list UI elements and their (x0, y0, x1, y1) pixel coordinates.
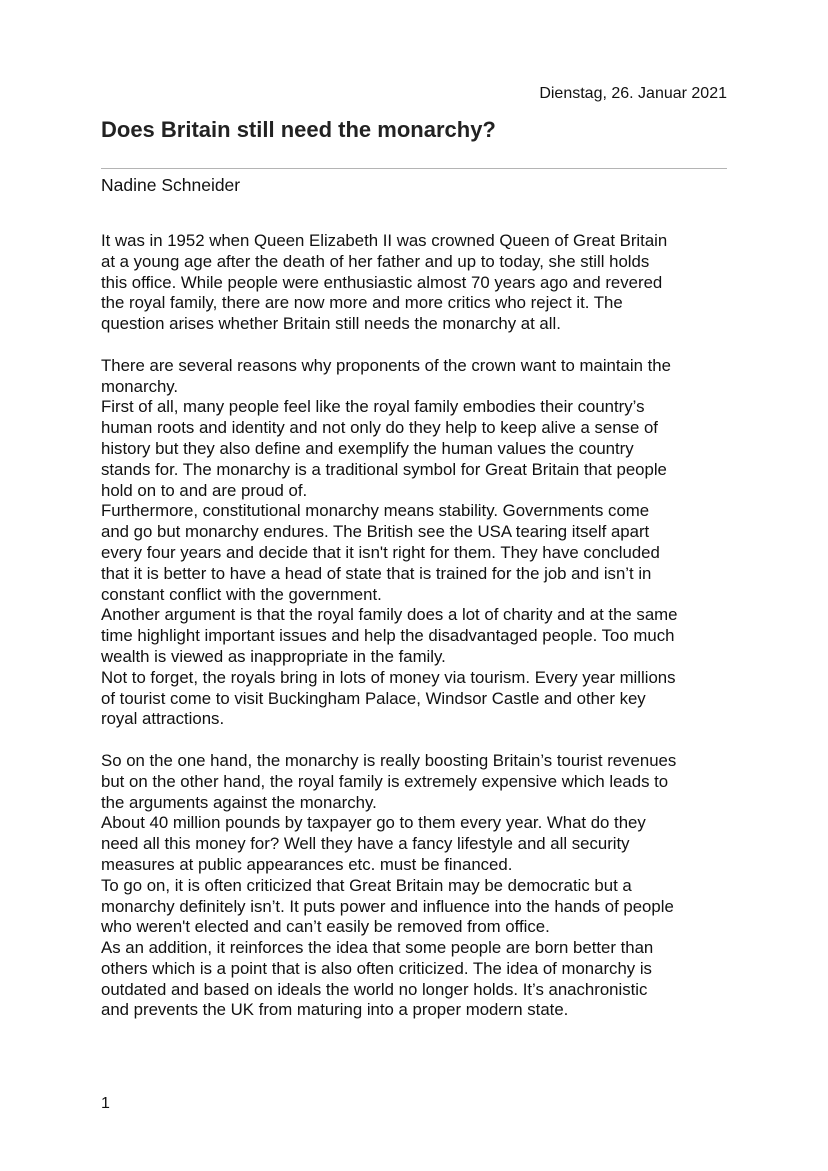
text-line: monarchy. (101, 376, 179, 396)
text-line: at a young age after the death of her father and up to today, she still holds (101, 251, 650, 271)
paragraph (101, 231, 741, 335)
title-divider (101, 168, 727, 169)
text-line: So on the one hand, the monarchy is really boosting Britain’s tourist revenues (101, 750, 677, 770)
paragraph-spacer (101, 335, 741, 356)
paragraph (101, 751, 741, 1021)
text-line: About 40 million pounds by taxpayer go to them every year. What do they (101, 813, 646, 833)
page-number: 1 (101, 1095, 110, 1112)
text-line: royal attractions. (101, 709, 225, 729)
document-title: Does Britain still need the monarchy? (101, 117, 496, 142)
text-line: question arises whether Britain still needs the monarchy at all. (101, 314, 561, 334)
text-line: the royal family, there are now more and more critics who reject it. The (101, 293, 623, 313)
text-line: As an addition, it reinforces the idea that some people are born better than (101, 938, 654, 958)
text-line: Furthermore, constitutional monarchy means stability. Governments come (101, 501, 650, 521)
text-line: constant conflict with the government. (101, 584, 382, 604)
paragraph (101, 356, 741, 730)
text-line: that it is better to have a head of state that is trained for the job and isn’t in (101, 563, 652, 583)
text-line: and prevents the UK from maturing into a proper modern state. (101, 1000, 569, 1020)
text-line: It was in 1952 when Queen Elizabeth II was crowned Queen of Great Britain (101, 231, 668, 250)
text-line: There are several reasons why proponents of the crown want to maintain the (101, 355, 671, 375)
text-line: the arguments against the monarchy. (101, 792, 377, 812)
author-name: Nadine Schneider (101, 175, 241, 195)
text-line: of tourist come to visit Buckingham Palace, Windsor Castle and other key (101, 688, 646, 708)
text-line: human roots and identity and not only do they help to keep alive a sense of (101, 418, 658, 438)
text-line: measures at public appearances etc. must be financed. (101, 854, 513, 874)
document-date: Dienstag, 26. Januar 2021 (539, 85, 727, 102)
text-line: others which is a point that is also often criticized. The idea of monarchy is (101, 958, 652, 978)
text-line: time highlight important issues and help the disadvantaged people. Too much (101, 626, 675, 646)
text-line: First of all, many people feel like the royal family embodies their country’s (101, 397, 645, 417)
text-line: stands for. The monarchy is a traditional symbol for Great Britain that people (101, 459, 667, 479)
text-line: wealth is viewed as inappropriate in the family. (101, 646, 446, 666)
text-line: need all this money for? Well they have a fancy lifestyle and all security (101, 834, 630, 854)
text-line: To go on, it is often criticized that Great Britain may be democratic but a (101, 875, 632, 895)
text-line: monarchy definitely isn’t. It puts power and influence into the hands of people (101, 896, 674, 916)
text-line: this office. While people were enthusiastic almost 70 years ago and revered (101, 272, 663, 292)
document-body (101, 231, 741, 1021)
paragraph-spacer (101, 730, 741, 751)
text-line: outdated and based on ideals the world no longer holds. It’s anachronistic (101, 979, 648, 999)
text-line: and go but monarchy endures. The British see the USA tearing itself apart (101, 522, 650, 542)
text-line: every four years and decide that it isn't right for them. They have concluded (101, 542, 660, 562)
text-line: history but they also define and exemplify the human values the country (101, 438, 634, 458)
text-line: Not to forget, the royals bring in lots of money via tourism. Every year millions (101, 667, 676, 687)
text-line: but on the other hand, the royal family is extremely expensive which leads to (101, 771, 669, 791)
text-line: who weren't elected and can’t easily be removed from office. (101, 917, 550, 937)
text-line: Another argument is that the royal family does a lot of charity and at the same (101, 605, 678, 625)
text-line: hold on to and are proud of. (101, 480, 308, 500)
